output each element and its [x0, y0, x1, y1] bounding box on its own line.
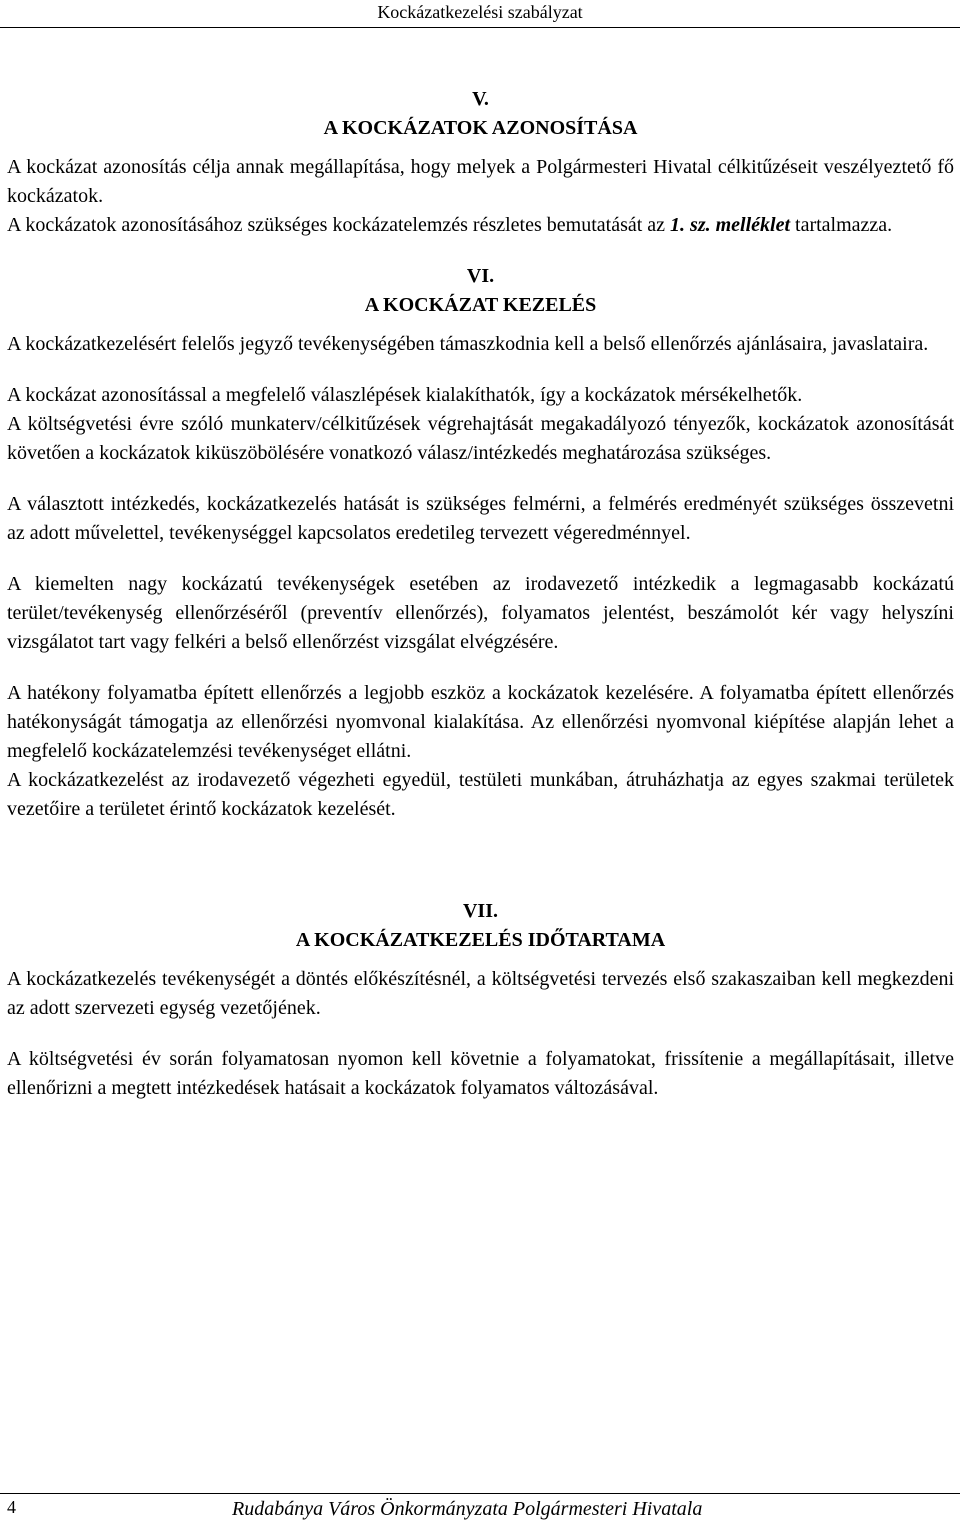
section-vi-paragraph-2: A kockázat azonosítással a megfelelő válaszlépések kialakíthatók, így a kockázatok mérsékelhetők.	[7, 384, 803, 406]
section-vii-paragraph-2: A költségvetési év során folyamatosan nyomon kell követnie a folyamatokat, frissítenie a megállapításait, illetve ellenőrizni a megtett intézkedések hatásait a kockázatok folyamatos változásával.	[7, 1048, 954, 1099]
footer-organization: Rudabánya Város Önkormányzata Polgármesteri Hivatala	[232, 1498, 703, 1520]
footer-divider	[0, 1493, 960, 1494]
section-vii-title: A KOCKÁZATKEZELÉS IDŐTARTAMA	[295, 929, 666, 951]
page-number: 4	[7, 1497, 16, 1517]
page-body	[7, 85, 954, 1103]
section-vi-paragraph-4: A választott intézkedés, kockázatkezelés hatását is szükséges felmérni, a felmérés eredményét szükséges összevetni az adott művelettel, tevékenységgel kapcsolatos eredetileg tervezett végeredménnyel.	[7, 493, 954, 544]
section-vi-paragraph-3: A költségvetési évre szóló munkaterv/célkitűzések végrehajtását megakadályozó tényezők, kockázatok azonosítását követően a kockázatok kiküszöbölésére vonatkozó válasz/intézkedés meghatározása szükséges.	[7, 413, 954, 464]
section-v-title: A KOCKÁZATOK AZONOSÍTÁSA	[323, 117, 638, 139]
section-v	[7, 85, 954, 240]
section-vi-paragraph-1: A kockázatkezelésért felelős jegyző tevékenységében támaszkodnia kell a belső ellenőrzés ajánlásaira, javaslataira.	[7, 333, 929, 355]
section-vii	[7, 897, 954, 1103]
section-v-paragraph-1: A kockázat azonosítás célja annak megállapítása, hogy melyek a Polgármesteri Hivatal célkitűzéseit veszélyeztető fő kockázatok.	[7, 156, 954, 207]
section-vi-paragraph-7: A kockázatkezelést az irodavezető végezheti egyedül, testületi munkában, átruházhatja az egyes szakmai területek vezetőire a területet érintő kockázatok kezelését.	[7, 769, 954, 820]
section-vii-paragraph-1: A kockázatkezelés tevékenységét a döntés előkészítésnél, a költségvetési tervezés első szakaszaiban kell megkezdeni az adott szervezeti egység vezetőjének.	[7, 968, 954, 1019]
section-vi	[7, 262, 954, 824]
running-header	[0, 0, 960, 28]
section-vi-title: A KOCKÁZAT KEZELÉS	[364, 294, 597, 316]
header-title: Kockázatkezelési szabályzat	[377, 2, 583, 22]
section-vii-number: VII.	[462, 900, 498, 922]
section-vi-paragraph-5: A kiemelten nagy kockázatú tevékenységek esetében az irodavezető intézkedik a legmagasabb kockázatú terület/tevékenység ellenőrzéséről (preventív ellenőrzés), folyamatos jelentést, beszámolót kér vagy helyszíni vizsgálatot tart vagy felkéri a belső ellenőrzést vizsgálat elvégzésére.	[7, 573, 954, 653]
section-vi-number: VI.	[466, 265, 495, 287]
section-vi-paragraph-6: A hatékony folyamatba épített ellenőrzés a legjobb eszköz a kockázatok kezelésére. A folyamatba épített ellenőrzés hatékonyságát támogatja az ellenőrzési nyomvonal kialakítása. Az ellenőrzési nyomvonal kiépítése alapján lehet a megfelelő kockázatelemzési tevékenységet ellátni.	[7, 682, 954, 762]
section-v-number: V.	[472, 88, 489, 110]
annex-reference: 1. sz. melléklet	[670, 214, 791, 236]
section-v-paragraph-2-end: tartalmazza.	[790, 214, 893, 236]
section-v-paragraph-2	[7, 211, 954, 240]
section-v-paragraph-2-start: A kockázatok azonosításához szükséges kockázatelemzés részletes bemutatását az	[7, 214, 671, 236]
